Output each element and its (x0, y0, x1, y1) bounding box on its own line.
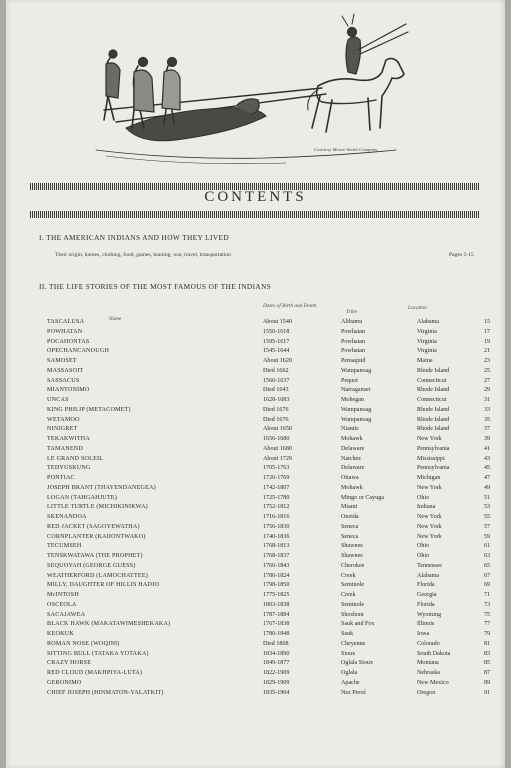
entry-tribe: Cherokee (341, 562, 365, 569)
list-item (6, 669, 505, 679)
entry-name: SACAJAWEA (47, 611, 86, 618)
entry-location: Connecticut (417, 397, 447, 403)
entry-name: TENSKWATAWA (THE PROPHET) (47, 553, 143, 559)
entry-tribe: Ottawa (341, 475, 359, 481)
entry-name: POWHATAN (47, 328, 83, 335)
section-2-heading: II. THE LIFE STORIES OF THE MOST FAMOUS OF THE INDIANS (39, 282, 272, 291)
entry-name: GERONIMO (47, 679, 82, 686)
entry-location: Rhode Island (417, 406, 450, 413)
entry-page: 23 (484, 358, 491, 364)
entry-page: 33 (484, 406, 491, 413)
entry-page: 57 (484, 523, 491, 530)
entry-page: 55 (484, 514, 491, 520)
list-item (6, 659, 505, 669)
entry-location: Rhode Island (417, 387, 450, 394)
entry-page: 47 (484, 475, 491, 481)
decorative-band-bottom (30, 211, 480, 218)
entry-tribe: Sioux (341, 650, 356, 657)
entry-dates: 1780-1848 (263, 631, 290, 637)
entry-location: Ohio (417, 494, 430, 501)
entry-tribe: Niantic (341, 426, 359, 433)
entry-location: Tennessee (417, 562, 442, 569)
entry-tribe: Shoshoni (341, 611, 364, 618)
list-item (6, 455, 505, 465)
illustration-credit: Courtesy Moore-Smith Company (314, 147, 378, 152)
section-1-heading: I. THE AMERICAN INDIANS AND HOW THEY LIVED (39, 233, 230, 242)
entry-tribe: Mohawk (341, 484, 363, 491)
list-item (6, 620, 505, 630)
entry-tribe: Seminole (341, 601, 365, 608)
entry-name: SITTING BULL (TATAKA YOTAKA) (47, 650, 149, 657)
contents-list (6, 318, 505, 698)
entry-page: 77 (484, 621, 491, 628)
entry-location: South Dakota (417, 650, 451, 657)
entry-location: Iowa (417, 631, 430, 637)
entry-tribe: Narraganset (341, 387, 371, 394)
list-item (6, 425, 505, 435)
entry-page: 51 (484, 494, 491, 501)
entry-name: JOSEPH BRANT (THAYENDANEGEA) (47, 484, 156, 491)
entry-page: 43 (484, 455, 491, 462)
entry-dates: 1768-1837 (263, 553, 290, 559)
section-1-pages: Pages 5-15 (449, 252, 474, 258)
entry-tribe: Mingo or Cayuga (341, 494, 384, 501)
entry-location: Pennsylvania (417, 465, 450, 472)
entry-location: Pennsylvania (417, 445, 450, 452)
list-item (6, 591, 505, 601)
entry-dates: 1834-1890 (263, 650, 290, 657)
entry-tribe: Wampanoag (341, 367, 372, 374)
entry-page: 69 (484, 582, 491, 589)
entry-page: 49 (484, 484, 491, 491)
entry-tribe: Oglala Sioux (341, 660, 373, 667)
list-item (6, 367, 505, 377)
entry-dates: 1628-1683 (263, 397, 290, 403)
list-item (6, 347, 505, 357)
entry-dates: 1716-1816 (263, 514, 290, 520)
entry-page: 87 (484, 670, 491, 676)
entry-name: UNCAS (47, 397, 69, 403)
entry-dates: About 1650 (263, 426, 292, 433)
entry-dates: 1835-1904 (263, 689, 290, 696)
list-item (6, 357, 505, 367)
entry-page: 15 (484, 319, 491, 325)
list-item (6, 377, 505, 387)
entry-tribe: Powhatan (341, 338, 366, 345)
list-item (6, 338, 505, 348)
entry-location: Virginia (417, 328, 437, 335)
list-item (6, 650, 505, 660)
entry-location: Rhode Island (417, 367, 450, 374)
entry-tribe: Shawnee (341, 553, 363, 559)
entry-tribe: Shawnee (341, 543, 363, 550)
list-item (6, 494, 505, 504)
entry-dates: About 1680 (263, 445, 292, 452)
entry-tribe: Wampanoag (341, 406, 372, 413)
entry-tribe: Sauk and Fox (341, 621, 375, 628)
entry-page: 81 (484, 640, 491, 647)
entry-location: Rhode Island (417, 426, 450, 433)
entry-tribe: Pequot (341, 377, 358, 384)
entry-page: 29 (484, 387, 491, 394)
entry-dates: 1550-1618 (263, 328, 290, 335)
entry-page: 21 (484, 348, 491, 355)
entry-tribe: Seminole (341, 582, 365, 589)
entry-page: 67 (484, 572, 491, 579)
entry-dates: 1767-1838 (263, 621, 290, 628)
entry-page: 75 (484, 611, 491, 618)
entry-dates: About 1540 (263, 319, 292, 325)
entry-tribe: Natchez (341, 455, 361, 462)
entry-location: Ohio (417, 553, 430, 559)
entry-page: 59 (484, 533, 491, 540)
entry-page: 83 (484, 650, 491, 657)
entry-name: NINIGRET (47, 426, 78, 433)
list-item (6, 572, 505, 582)
entry-tribe: Oglala (341, 670, 358, 676)
entry-page: 79 (484, 631, 491, 637)
entry-location: Mississippi (417, 455, 445, 462)
entry-location: Michigan (417, 475, 441, 481)
entry-page: 31 (484, 397, 491, 403)
list-item (6, 396, 505, 406)
column-header-dates: Dates of Birth and Death (263, 303, 317, 309)
entry-location: Oregon (417, 689, 436, 696)
entry-page: 73 (484, 601, 491, 608)
entry-dates: 1560-1637 (263, 377, 290, 384)
entry-location: Rhode Island (417, 416, 450, 423)
entry-dates: Died 1662 (263, 367, 289, 374)
entry-location: New York (417, 436, 442, 442)
entry-dates: 1798-1850 (263, 582, 290, 589)
entry-dates: 1803-1838 (263, 601, 290, 608)
entry-page: 61 (484, 543, 491, 550)
list-item (6, 689, 505, 699)
entry-tribe: Mohegan (341, 397, 365, 403)
entry-tribe: Pemaquid (341, 358, 366, 364)
entry-tribe: Creek (341, 592, 356, 598)
list-item (6, 562, 505, 572)
page-title: CONTENTS (204, 189, 307, 205)
entry-tribe: Nez Percé (341, 689, 366, 696)
entry-location: Illinois (417, 621, 435, 628)
list-item (6, 386, 505, 396)
entry-name: KING PHILIP (METACOMET) (47, 406, 131, 413)
list-item (6, 552, 505, 562)
entry-location: Indiana (417, 504, 436, 511)
entry-name: TASCALUSA (47, 319, 85, 325)
entry-page: 19 (484, 338, 491, 345)
entry-location: Montana (417, 660, 439, 667)
entry-dates: 1780-1824 (263, 572, 290, 579)
entry-dates: 1849-1877 (263, 660, 290, 667)
entry-name: BLACK HAWK (MAKATAWIMESHEKAKA) (47, 621, 171, 628)
entry-tribe: Alibamu (341, 319, 363, 325)
entry-page: 25 (484, 367, 491, 374)
entry-location: New York (417, 523, 442, 530)
entry-dates: Died 1868 (263, 640, 289, 647)
entry-location: Ohio (417, 543, 430, 550)
entry-location: New York (417, 484, 442, 491)
entry-tribe: Wampanoag (341, 416, 372, 423)
entry-dates: 1720-1769 (263, 475, 290, 481)
list-item (6, 318, 505, 328)
entry-location: Florida (417, 582, 435, 589)
entry-location: Maine (417, 358, 433, 364)
list-item (6, 513, 505, 523)
entry-name: CHIEF JOSEPH (HINMATON-YALATKIT) (47, 689, 164, 696)
list-item (6, 435, 505, 445)
entry-dates: Died 1676 (263, 406, 289, 413)
entry-page: 65 (484, 562, 491, 569)
entry-dates: 1760-1843 (263, 562, 290, 569)
entry-dates: 1595-1617 (263, 338, 290, 345)
entry-name: MILLY, DAUGHTER OF HILLIS HADJO (47, 582, 160, 589)
list-item (6, 474, 505, 484)
entry-tribe: Seneca (341, 533, 359, 540)
entry-dates: 1725-1780 (263, 494, 290, 501)
entry-tribe: Delaware (341, 465, 365, 472)
list-item (6, 416, 505, 426)
book-page (6, 0, 505, 768)
entry-name: RED CLOUD (MAKHPIYA-LUTA) (47, 670, 143, 676)
entry-tribe: Powhatan (341, 348, 366, 355)
list-item (6, 581, 505, 591)
list-item (6, 640, 505, 650)
entry-dates: 1829-1909 (263, 679, 290, 686)
list-item (6, 542, 505, 552)
entry-name: POCAHONTAS (47, 338, 90, 345)
column-header-name: Name (109, 316, 122, 322)
entry-tribe: Powhatan (341, 328, 366, 335)
entry-dates: Died 1643 (263, 387, 289, 394)
entry-name: MASSASOIT (47, 367, 84, 374)
entry-name: TAMANEND (47, 445, 83, 452)
entry-page: 27 (484, 377, 491, 384)
entry-name: OSCEOLA (47, 601, 77, 608)
list-item (6, 523, 505, 533)
entry-dates: 1740-1836 (263, 533, 290, 540)
entry-name: RED JACKET (SAGOYEWATHA) (47, 523, 140, 530)
entry-dates: 1775-1825 (263, 592, 290, 598)
column-header-tribe: Tribe (346, 309, 358, 315)
entry-name: TEDYUSKUNG (47, 465, 91, 472)
entry-location: Virginia (417, 348, 437, 355)
entry-location: Alabama (417, 319, 439, 325)
entry-name: SKENANDOA (47, 514, 87, 520)
entry-dates: 1656-1680 (263, 436, 290, 442)
entry-location: Colorado (417, 640, 440, 647)
entry-name: LITTLE TURTLE (MICHIKINIKWA) (47, 504, 148, 511)
entry-name: CORNPLANTER (KAIIONTWAKO) (47, 533, 146, 540)
entry-name: LOGAN (TAHGAHJUTE) (47, 494, 117, 501)
entry-name: WEATHERFORD (LAMOCHATTEE) (47, 572, 148, 579)
entry-page: 85 (484, 660, 491, 667)
list-item (6, 679, 505, 689)
entry-dates: 1787-1884 (263, 611, 290, 618)
entry-dates: 1752-1812 (263, 504, 290, 511)
entry-location: Wyoming (417, 611, 442, 618)
entry-location: Georgia (417, 592, 437, 598)
entry-name: McINTOSH (47, 592, 79, 598)
entry-tribe: Miami (341, 504, 358, 511)
entry-dates: 1768-1813 (263, 543, 290, 550)
entry-tribe: Mohawk (341, 436, 363, 442)
list-item (6, 533, 505, 543)
entry-name: CRAZY HORSE (47, 660, 92, 667)
entry-name: SAMOSET (47, 358, 77, 364)
entry-location: Alabama (417, 572, 439, 579)
entry-location: New York (417, 514, 442, 520)
entry-page: 35 (484, 416, 491, 423)
entry-dates: 1822-1909 (263, 670, 290, 676)
list-item (6, 464, 505, 474)
entry-dates: About 1620 (263, 358, 292, 364)
list-item (6, 445, 505, 455)
entry-page: 37 (484, 426, 491, 433)
list-item (6, 601, 505, 611)
entry-name: SASSACUS (47, 377, 80, 384)
entry-location: New York (417, 533, 442, 540)
entry-location: New Mexico (417, 679, 449, 686)
list-item (6, 611, 505, 621)
list-item (6, 484, 505, 494)
list-item (6, 406, 505, 416)
entry-tribe: Delaware (341, 445, 365, 452)
entry-page: 63 (484, 553, 491, 559)
entry-location: Florida (417, 601, 435, 608)
entry-name: ROMAN NOSE (WOQINI) (47, 640, 120, 647)
entry-name: TECUMSEH (47, 543, 82, 550)
entry-name: OPECHANCANOUGH (47, 348, 110, 355)
entry-location: Virginia (417, 338, 437, 345)
list-item (6, 630, 505, 640)
entry-dates: Died 1676 (263, 416, 289, 423)
entry-location: Nebraska (417, 670, 441, 676)
entry-page: 41 (484, 445, 491, 452)
entry-page: 45 (484, 465, 491, 472)
entry-tribe: Oneida (341, 514, 359, 520)
entry-name: MIANTONIMO (47, 387, 90, 394)
section-1-description: Their origin, homes, clothing, food, games, hunting, war, travel, transportation (55, 252, 231, 258)
entry-tribe: Sauk (341, 631, 354, 637)
entry-page: 17 (484, 328, 491, 335)
entry-name: KEOKUK (47, 631, 74, 637)
entry-name: TEKAKWITHA (47, 436, 90, 442)
entry-page: 71 (484, 592, 491, 598)
list-item (6, 503, 505, 513)
entry-dates: 1742-1807 (263, 484, 290, 491)
entry-dates: 1756-1830 (263, 523, 290, 530)
entry-page: 39 (484, 436, 491, 442)
entry-page: 89 (484, 679, 491, 686)
entry-dates: About 1729 (263, 455, 292, 462)
entry-tribe: Seneca (341, 523, 359, 530)
entry-name: WETAMOO (47, 416, 80, 423)
column-header-location: Location (408, 305, 427, 311)
entry-location: Connecticut (417, 377, 447, 384)
entry-tribe: Apache (341, 679, 360, 686)
entry-tribe: Cheyenne (341, 640, 366, 647)
entry-name: LE GRAND SOLEIL (47, 455, 104, 462)
entry-dates: 1545-1644 (263, 348, 290, 355)
list-item (6, 328, 505, 338)
entry-name: PONTIAC (47, 475, 75, 481)
entry-page: 53 (484, 504, 491, 511)
entry-tribe: Creek (341, 572, 356, 579)
entry-page: 91 (484, 689, 491, 696)
entry-name: SEQUOYAH (GEORGE GUESS) (47, 562, 136, 569)
entry-dates: 1705-1763 (263, 465, 290, 472)
